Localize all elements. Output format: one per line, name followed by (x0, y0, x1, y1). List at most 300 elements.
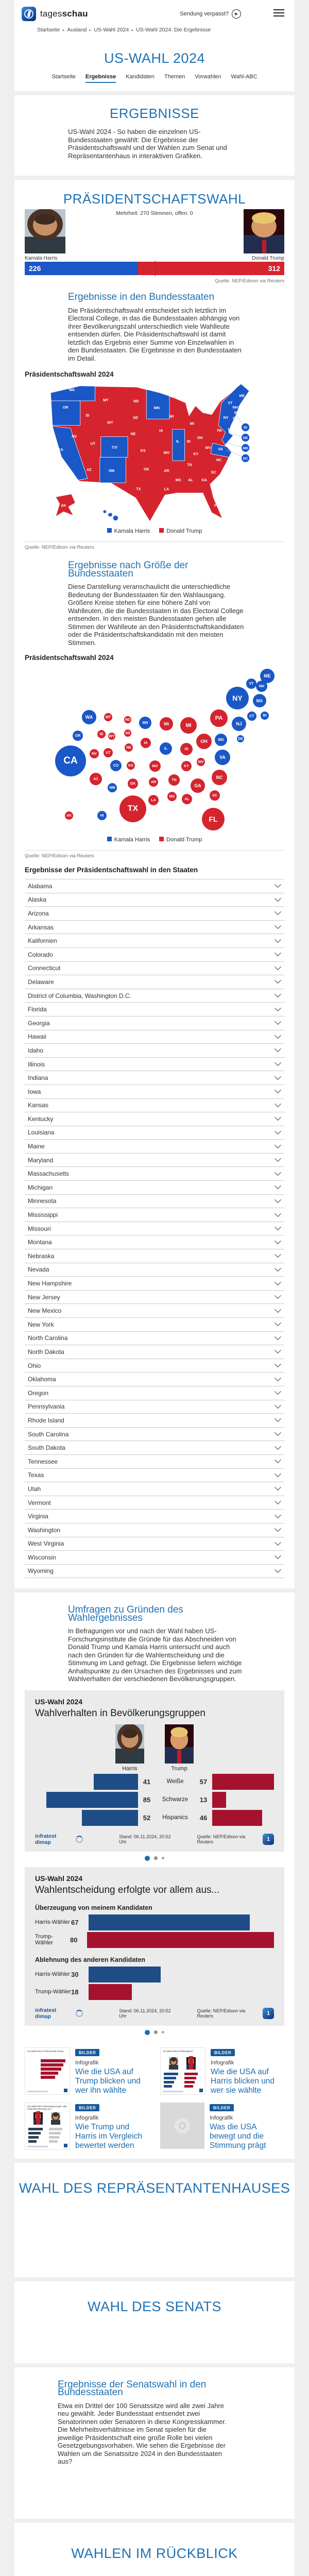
section-title-repraesentantenhaus: WAHL DES REPRÄSENTANTENHAUSES (19, 2180, 290, 2196)
cartogram-state-CT[interactable]: CT (247, 711, 256, 721)
cartogram-state-NJ[interactable]: NJ (232, 717, 246, 731)
accordion-state-label: Hawaii (28, 1033, 47, 1041)
tab-kandidaten[interactable]: Kandidaten (126, 74, 154, 80)
cartogram-state-IA[interactable]: IA (141, 738, 151, 748)
cartogram-state-NH[interactable]: NH (256, 681, 267, 692)
teaser-card[interactable] (160, 2047, 284, 2095)
state-label-AK: AK (61, 503, 66, 508)
accordion-state-label: Utah (28, 1485, 41, 1493)
accordion-state-label: Rhode Island (28, 1416, 64, 1424)
state-label-ME: ME (239, 394, 245, 398)
cartogram-state-MN[interactable]: MN (139, 717, 151, 729)
accordion-row-michigan[interactable] (25, 1180, 284, 1194)
us-cartogram (25, 665, 284, 835)
accordion-row-rhode-island[interactable] (25, 1413, 284, 1427)
svg-text:MD: MD (243, 446, 248, 450)
umfragen-textblock (68, 1606, 244, 1683)
state-label-MN: MN (153, 406, 160, 411)
tab-themen[interactable]: Themen (164, 74, 185, 80)
accordion-row-minnesota[interactable] (25, 1194, 284, 1208)
section-title-praesidentschaftswahl: PRÄSIDENTSCHAFTSWAHL (63, 191, 246, 207)
senatswahl-section (14, 2367, 295, 2519)
accordion-row-new-mexico[interactable] (25, 1303, 284, 1317)
electoral-bar-harris: 226 (25, 262, 138, 275)
cartogram-state-KY[interactable]: KY (181, 761, 192, 771)
breadcrumb (22, 24, 284, 37)
state-label-NC: NC (216, 458, 222, 463)
teaser-kicker: Infografik (210, 2114, 233, 2121)
cartogram-state-NM[interactable]: NM (108, 783, 117, 792)
chevron-down-icon (274, 1498, 281, 1504)
umfragen-heading[interactable]: Umfragen zu Gründen des Wahlergebnisses (68, 1604, 183, 1623)
accordion-row-alaska[interactable] (25, 893, 284, 907)
cartogram-state-VA[interactable]: VA (215, 750, 230, 765)
accordion-row-louisiana[interactable] (25, 1126, 284, 1140)
source-note: Quelle: NEP/Edison via Reuters (197, 1834, 246, 1844)
accordion-row-district-of-columbia-washington-d-c-[interactable] (25, 989, 284, 1003)
section-title-rueckblick: WAHLEN IM RÜCKBLICK (71, 2545, 238, 2561)
accordion-row-colorado[interactable] (25, 947, 284, 961)
accordion-row-maryland[interactable] (25, 1153, 284, 1167)
state-label-AR: AR (164, 469, 169, 473)
legend-item: Donald Trump (159, 528, 202, 534)
chevron-down-icon (274, 1457, 281, 1464)
accordion-row-south-carolina[interactable] (25, 1427, 284, 1441)
cartogram-state-UT[interactable]: UT (104, 748, 113, 757)
chevron-down-icon (274, 1320, 281, 1327)
accordion-row-nevada[interactable] (25, 1263, 284, 1277)
accordion-row-massachusetts[interactable] (25, 1166, 284, 1180)
state-label-KS: KS (140, 449, 146, 453)
source-note: Quelle: NEP/Edison via Reuters (25, 545, 94, 550)
accordion-state-label: Maryland (28, 1156, 54, 1164)
trump-photo-small (165, 1724, 194, 1764)
accordion-row-missouri[interactable] (25, 1222, 284, 1235)
breadcrumb-separator-icon: ▸ (89, 28, 92, 32)
chevron-down-icon (274, 1512, 281, 1518)
ergebnisse-intro-text: US-Wahl 2024 - So haben die einzelnen US-Bundesstaaten gewählt: Die Ergebnisse der Präsidentschaftswahl und der Wahlen zum Senat und Repräsentantenhaus in interaktiven Grafiken. (68, 128, 227, 160)
accordion-row-arkansas[interactable] (25, 920, 284, 934)
state-label-SD: SD (133, 416, 139, 420)
accordion-state-label: Kansas (28, 1101, 49, 1109)
accordion-row-texas[interactable] (25, 1468, 284, 1482)
cartogram-state-MO[interactable]: MO (149, 760, 161, 772)
accordion-state-label: Arizona (28, 909, 49, 917)
state-label-ID: ID (85, 413, 90, 418)
cartogram-state-VT[interactable]: VT (246, 679, 256, 689)
accordion-state-label: Idaho (28, 1046, 44, 1054)
breadcrumb-separator-icon: ▸ (131, 28, 134, 32)
chevron-down-icon (274, 1470, 281, 1477)
bar-group-label: Ablehnung des anderen Kandidaten (35, 1956, 145, 1963)
teaser-kicker: Infografik (211, 2059, 234, 2066)
accordion-row-arizona[interactable] (25, 906, 284, 920)
carousel-dot-2[interactable] (154, 2030, 158, 2034)
state-label-NV: NV (72, 434, 77, 439)
accordion-state-label: Delaware (28, 978, 54, 986)
majority-line (155, 261, 156, 276)
ard-logo-icon: 1 (263, 2008, 274, 2019)
cartogram-state-MT[interactable]: MT (104, 713, 112, 721)
chevron-down-icon (274, 1183, 281, 1190)
cartogram-state-AL[interactable]: AL (182, 794, 192, 804)
rueckblick-section (14, 2523, 295, 2576)
cartogram-state-IN[interactable]: IN (180, 743, 193, 755)
cartogram-state-OR[interactable]: OR (73, 731, 83, 741)
chevron-down-icon (274, 1539, 281, 1546)
state-label-IA: IA (159, 428, 163, 433)
state-label-KY: KY (193, 452, 199, 456)
state-label-IL: IL (176, 439, 180, 444)
cartogram-state-ME[interactable]: ME (260, 669, 274, 683)
cartogram-state-SC[interactable]: SC (210, 790, 220, 801)
state-label-TN: TN (187, 463, 192, 467)
state-label-ND: ND (133, 399, 139, 403)
brand-name[interactable]: tagesschau (40, 9, 88, 19)
cartogram-state-MA[interactable]: MA (253, 694, 266, 707)
cartogram-state-WI[interactable]: WI (160, 717, 173, 731)
menu-icon[interactable] (273, 9, 284, 16)
cartogram-state-AK[interactable]: AK (65, 811, 73, 820)
voter-bar-row: Harris-Wähler 30 (35, 1967, 274, 1982)
accordion-row-ohio[interactable] (25, 1359, 284, 1372)
accordion-state-label: Wisconsin (28, 1553, 56, 1561)
accordion-row-utah[interactable] (25, 1482, 284, 1496)
teaser-title[interactable]: Wie die USA auf Harris blicken und wer sie wählte (211, 2067, 275, 2095)
cartogram-state-HI[interactable]: HI (97, 811, 107, 820)
stand-note: Stand: 06.11.2024, 20:52 Uhr (119, 1834, 171, 1844)
chevron-down-icon (274, 1155, 281, 1162)
teaser-card[interactable] (160, 2103, 284, 2150)
umfragen-text: In Befragungen vor und nach der Wahl haben US-Forschungsinstitute die Gründe für das Abschneiden von Donald Trump und Kamala Harris untersucht und auch nach den Gründen für die Wahlentscheidung und die Stimmung im Land gefragt. Die Ergebnisse liefern wichtige Anhaltspunkte zu den Ursachen des Ergebnisses und zum Wahlverhalten der verschiedenen Bevölkerungsgruppen. (68, 1627, 242, 1683)
chevron-down-icon (274, 1210, 281, 1217)
accordion-state-label: Washington (28, 1526, 60, 1534)
cartogram-state-DE[interactable]: DE (237, 735, 244, 742)
cartogram-state-WY[interactable]: WY (108, 733, 115, 740)
accordion-state-label: New Jersey (28, 1293, 60, 1301)
chevron-down-icon (274, 1114, 281, 1121)
accordion-row-alabama[interactable] (25, 879, 284, 893)
chevron-down-icon (274, 1046, 281, 1053)
accordion-state-label: Virginia (28, 1513, 48, 1520)
accordion-row-west-virginia[interactable] (25, 1537, 284, 1551)
accordion-state-label: Nevada (28, 1266, 49, 1274)
state-label-VA: VA (218, 447, 223, 452)
cartogram-state-NV[interactable]: NV (90, 749, 99, 758)
accordion-row-connecticut[interactable] (25, 961, 284, 975)
state-label-NE: NE (130, 432, 136, 436)
cartogram-state-FL[interactable]: FL (202, 808, 225, 831)
infographic-footer (35, 2007, 274, 2020)
teaser-title[interactable]: Wie Trump und Harris im Vergleich bewertet werden (75, 2122, 143, 2150)
accordion-state-label: South Dakota (28, 1444, 65, 1452)
cartogram-state-LA[interactable]: LA (148, 795, 159, 805)
demographic-bar-row: 41 Weiße 57 (35, 1774, 274, 1790)
state-label-HI: HI (107, 510, 111, 515)
legend-item: Kamala Harris (107, 528, 150, 534)
tab-startseite[interactable]: Startseite (52, 74, 76, 80)
teaser-thumbnail: US-Wahl 2024 Profil Donald Trump (25, 2047, 70, 2095)
accordion-state-label: Pennsylvania (28, 1403, 65, 1411)
senatswahl-heading[interactable]: Ergebnisse der Senatswahl in den Bundesstaaten (58, 2379, 207, 2398)
accordion-row-illinois[interactable] (25, 1057, 284, 1071)
cartogram-state-CO[interactable]: CO (110, 760, 122, 771)
state-label-CT: CT (232, 416, 238, 421)
accordion-state-label: District of Columbia, Washington D.C. (28, 992, 131, 999)
chevron-down-icon (274, 1292, 281, 1299)
carousel-dots (25, 1852, 284, 1865)
majority-note: Mehrheit: 270 Stimmen, offen: 0 (116, 210, 193, 216)
teaser-title[interactable]: Wie die USA auf Trump blicken und wer ihn wählte (75, 2067, 141, 2095)
accordion-heading: Ergebnisse der Präsidentschaftswahl in den Staaten (25, 866, 198, 874)
accordion-row-new-york[interactable] (25, 1317, 284, 1331)
staaten-textblock (68, 293, 244, 362)
hawaii-shape (104, 510, 118, 520)
cartogram-state-ND[interactable]: ND (124, 716, 131, 723)
state-label-UT: UT (90, 442, 96, 446)
bilder-badge: BILDER (75, 2049, 99, 2056)
accordion-state-label: Oklahoma (28, 1376, 56, 1383)
accordion-state-label: Georgia (28, 1019, 50, 1027)
cartogram-state-RI[interactable]: RI (261, 711, 269, 720)
accordion-row-oklahoma[interactable] (25, 1372, 284, 1386)
chevron-down-icon (274, 1333, 281, 1340)
chevron-down-icon (274, 1100, 281, 1107)
cartogram-state-TN[interactable]: TN (168, 774, 180, 786)
cartogram-state-SD[interactable]: SD (124, 730, 131, 737)
chevron-down-icon (274, 1416, 281, 1422)
accordion-row-north-carolina[interactable] (25, 1331, 284, 1345)
staaten-heading[interactable]: Ergebnisse in den Bundesstaaten (68, 292, 215, 302)
tab-ergebnisse[interactable]: Ergebnisse (85, 74, 116, 83)
accordion-state-label: Minnesota (28, 1197, 57, 1205)
sendung-verpasst-link[interactable]: Sendung verpasst? ▶ (180, 9, 241, 19)
accordion-row-delaware[interactable] (25, 975, 284, 989)
chevron-down-icon (274, 1526, 281, 1532)
infographic-wahlverhalten (25, 1690, 284, 1852)
chevron-down-icon (274, 1087, 281, 1094)
chevron-down-icon (274, 1128, 281, 1134)
cartogram-state-MS[interactable]: MS (167, 792, 177, 801)
state-label-GA: GA (201, 478, 208, 483)
cartogram-state-OH[interactable]: OH (196, 734, 212, 749)
cartogram-state-PA[interactable]: PA (210, 709, 228, 727)
teaser-card[interactable] (25, 2103, 149, 2150)
accordion-row-hawaii[interactable] (25, 1030, 284, 1044)
accordion-row-kalifornien[interactable] (25, 934, 284, 947)
accordion-row-vermont[interactable] (25, 1496, 284, 1510)
source-note: Quelle: NEP/Edison via Reuters (25, 853, 94, 859)
accordion-state-label: Colorado (28, 951, 53, 958)
accordion-row-kansas[interactable] (25, 1098, 284, 1112)
cartogram-state-GA[interactable]: GA (191, 778, 205, 793)
chevron-down-icon (274, 1238, 281, 1244)
cartogram-state-CA[interactable]: CA (55, 745, 86, 776)
chevron-down-icon (274, 1306, 281, 1313)
cartogram-state-OK[interactable]: OK (128, 778, 138, 789)
cartogram-state-MD[interactable]: MD (215, 734, 227, 746)
carousel-dots (25, 2026, 284, 2039)
accordion-row-pennsylvania[interactable] (25, 1400, 284, 1414)
accordion-state-label: Alabama (28, 882, 53, 890)
cartogram-state-TX[interactable]: TX (119, 795, 146, 822)
chevron-down-icon (274, 1375, 281, 1381)
accordion-row-tennessee[interactable] (25, 1454, 284, 1468)
infographic-title: Wahlentscheidung erfolgte vor allem aus... (35, 1884, 220, 1895)
breadcrumb-item[interactable]: US-Wahl 2024 (94, 27, 129, 33)
accordion-row-oregon[interactable] (25, 1386, 284, 1400)
tab-vorwahlen[interactable]: Vorwahlen (195, 74, 221, 80)
demographic-bar-row: 85 Schwarze 13 (35, 1792, 274, 1808)
chevron-down-icon (274, 1347, 281, 1354)
cartogram-state-AR[interactable]: AR (149, 777, 158, 787)
accordion-row-washington[interactable] (25, 1523, 284, 1537)
carousel-dot-2[interactable] (154, 1856, 158, 1860)
topic-tabs (25, 74, 284, 85)
map-legend (25, 526, 284, 536)
accordion-row-wisconsin[interactable] (25, 1550, 284, 1564)
voter-bar-row: Trump-Wähler 18 (35, 1984, 274, 2000)
state-label-MO: MO (163, 450, 170, 455)
section-title-senat: WAHL DES SENATS (87, 2298, 222, 2314)
candidates-row (25, 209, 284, 261)
cartogram-state-NC[interactable]: NC (212, 770, 227, 785)
cartogram-state-NY[interactable]: NY (226, 687, 249, 709)
accordion-state-label: Alaska (28, 896, 47, 904)
stand-note: Stand: 06.11.2024, 20:52 Uhr (119, 2008, 171, 2019)
state-label-NM: NM (109, 469, 115, 473)
us-results-map[interactable] (40, 380, 284, 526)
tagesschau-logo-icon[interactable] (22, 7, 36, 21)
accordion-row-maine[interactable] (25, 1139, 284, 1153)
cartogram-state-MI[interactable]: MI (180, 717, 197, 734)
chevron-down-icon (274, 1402, 281, 1409)
map-title: Präsidentschaftswahl 2024 (25, 370, 114, 378)
groesse-text: Diese Darstellung veranschaulicht die unterschiedliche Bedeutung der Bundesstaaten für den Wahlausgang. Größere Kreise stehen für eine höhere Zahl von Wahlleuten, die die Bundesstaaten in das Electoral College entsenden. In den meisten Bundesstaaten gehen alle Stimmen der Wahlleute an den Präsidentschaftskandidaten oder die Präsidentschaftskandidatin mit den meisten Stimmen. (68, 583, 244, 647)
senatswahl-textblock (58, 2381, 234, 2466)
tab-wahl-abc[interactable]: Wahl-ABC (231, 74, 258, 80)
accordion-row-georgia[interactable] (25, 1016, 284, 1030)
breadcrumb-item[interactable]: US-Wahl 2024: Die Ergebnisse (136, 27, 211, 33)
accordion-state-label: West Virginia (28, 1540, 64, 1548)
accordion-row-montana[interactable] (25, 1235, 284, 1249)
infographic-kicker: US-Wahl 2024 (35, 1697, 83, 1706)
accordion-state-label: Connecticut (28, 964, 61, 972)
teaser-thumbnail: US-Wahl 2024 Profilvergleich (160, 2047, 205, 2095)
senatswahl-text: Etwa ein Drittel der 100 Senatssitze wird alle zwei Jahre neu gewählt. Jeder Bundesstaat entsendet zwei Senatorinnen oder Senatoren in diese Kongresskammer. Die Mehrheitsverhältnisse im Senat spielen für die jeweilige Präsidentschaft eine große Rolle bei vielen Gesetzgebungsvorhaben. Wie sehen die Ergebnisse der Wahlen um die Senatssitze 2024 in den Bundesstaaten aus? (58, 2401, 227, 2466)
bar-group-label: Überzeugung von meinem Kandidaten (35, 1904, 152, 1911)
accordion-row-mississippi[interactable] (25, 1208, 284, 1222)
ard-logo-icon: 1 (263, 1834, 274, 1845)
chevron-down-icon (274, 1251, 281, 1258)
accordion-row-north-dakota[interactable] (25, 1345, 284, 1359)
chevron-down-icon (274, 895, 281, 902)
groesse-textblock (68, 562, 244, 647)
breadcrumb-item[interactable]: Ausland (67, 27, 87, 33)
repraesentantenhaus-section (14, 2163, 295, 2277)
accordion-state-label: Tennessee (28, 1458, 58, 1465)
praesidentschaftswahl-section (14, 180, 295, 1588)
accordion-row-idaho[interactable] (25, 1043, 284, 1057)
accordion-state-label: Indiana (28, 1074, 48, 1082)
accordion-row-wyoming[interactable] (25, 1564, 284, 1579)
carousel-dot-3[interactable] (162, 2031, 164, 2033)
carousel-dot-1[interactable] (145, 2030, 150, 2035)
accordion-row-florida[interactable] (25, 1002, 284, 1016)
chevron-down-icon (274, 1361, 281, 1367)
ergebnisse-intro (14, 95, 295, 176)
state-label-PA: PA (217, 428, 222, 433)
teaser-thumbnail (160, 2103, 204, 2149)
cartogram-state-ID[interactable]: ID (97, 730, 106, 738)
chevron-down-icon (274, 1169, 281, 1176)
play-icon[interactable]: ▶ (232, 9, 241, 19)
accordion-state-label: Montana (28, 1239, 52, 1246)
accordion-row-indiana[interactable] (25, 1071, 284, 1084)
accordion-row-virginia[interactable] (25, 1509, 284, 1523)
umfragen-section (14, 1592, 295, 2159)
state-label-WY: WY (107, 420, 113, 425)
cartogram-state-WV[interactable]: WV (197, 758, 205, 766)
cartogram-state-NE[interactable]: NE (125, 743, 133, 752)
accordion-row-iowa[interactable] (25, 1084, 284, 1098)
cartogram-state-WA[interactable]: WA (82, 710, 96, 724)
bubble-map-title: Präsidentschaftswahl 2024 (25, 654, 114, 662)
accordion-state-label: New Mexico (28, 1307, 62, 1315)
cartogram-state-AZ[interactable]: AZ (90, 773, 102, 785)
infographic-wahlentscheidung (25, 1867, 284, 2026)
accordion-row-nebraska[interactable] (25, 1249, 284, 1263)
accordion-state-label: North Carolina (28, 1334, 68, 1342)
groesse-heading[interactable]: Ergebnisse nach Größe der Bundesstaaten (68, 560, 188, 579)
voter-bar-row: Trump-Wähler 80 (35, 1932, 274, 1948)
accordion-state-label: Iowa (28, 1088, 41, 1095)
chevron-down-icon (274, 1429, 281, 1436)
accordion-state-label: Nebraska (28, 1252, 55, 1260)
chevron-down-icon (274, 922, 281, 929)
chevron-down-icon (274, 1196, 281, 1203)
breadcrumb-separator-icon: ▸ (62, 28, 65, 32)
chevron-down-icon (274, 936, 281, 943)
carousel-dot-1[interactable] (145, 1856, 150, 1861)
chevron-down-icon (274, 1484, 281, 1491)
cartogram-state-IL[interactable]: IL (160, 742, 172, 755)
chevron-down-icon (274, 950, 281, 957)
state-label-NH: NH (232, 405, 238, 410)
state-label-CO: CO (112, 445, 117, 450)
chevron-down-icon (274, 909, 281, 916)
state-label-TX: TX (136, 487, 141, 492)
state-label-WA: WA (68, 387, 75, 392)
accordion-row-new-hampshire[interactable] (25, 1276, 284, 1290)
accordion-state-label: Vermont (28, 1499, 51, 1506)
teaser-title[interactable]: Was die USA bewegt und die Stimmung prägt (210, 2122, 266, 2150)
legend-item: Donald Trump (159, 837, 202, 843)
carousel-dot-3[interactable] (162, 1857, 164, 1859)
breadcrumb-item[interactable]: Startseite (37, 27, 60, 33)
accordion-row-south-dakota[interactable] (25, 1440, 284, 1454)
teaser-card[interactable] (25, 2047, 149, 2095)
chevron-down-icon (274, 1032, 281, 1039)
chevron-down-icon (274, 977, 281, 984)
accordion-row-kentucky[interactable] (25, 1112, 284, 1126)
staaten-text: Die Präsidentschaftswahl entscheidet sich letztlich im Electoral College, in das die Bundesstaaten abhängig von ihrer Bevölkerungszahl unterschiedlich viele Wahlleute entsenden dürfen. Die Präsidentschaftswahl ist damit letztlich das Ergebnis einer Summe von Einzelwahlen in den Bundesstaaten. Die Ergebnisse in den Bundesstaaten im Detail. (68, 306, 242, 362)
demographic-bar-row: 52 Hispanics 46 (35, 1810, 274, 1826)
chevron-down-icon (274, 1279, 281, 1285)
chevron-down-icon (274, 1443, 281, 1450)
cartogram-state-KS[interactable]: KS (127, 761, 135, 770)
accordion-row-new-jersey[interactable] (25, 1290, 284, 1304)
